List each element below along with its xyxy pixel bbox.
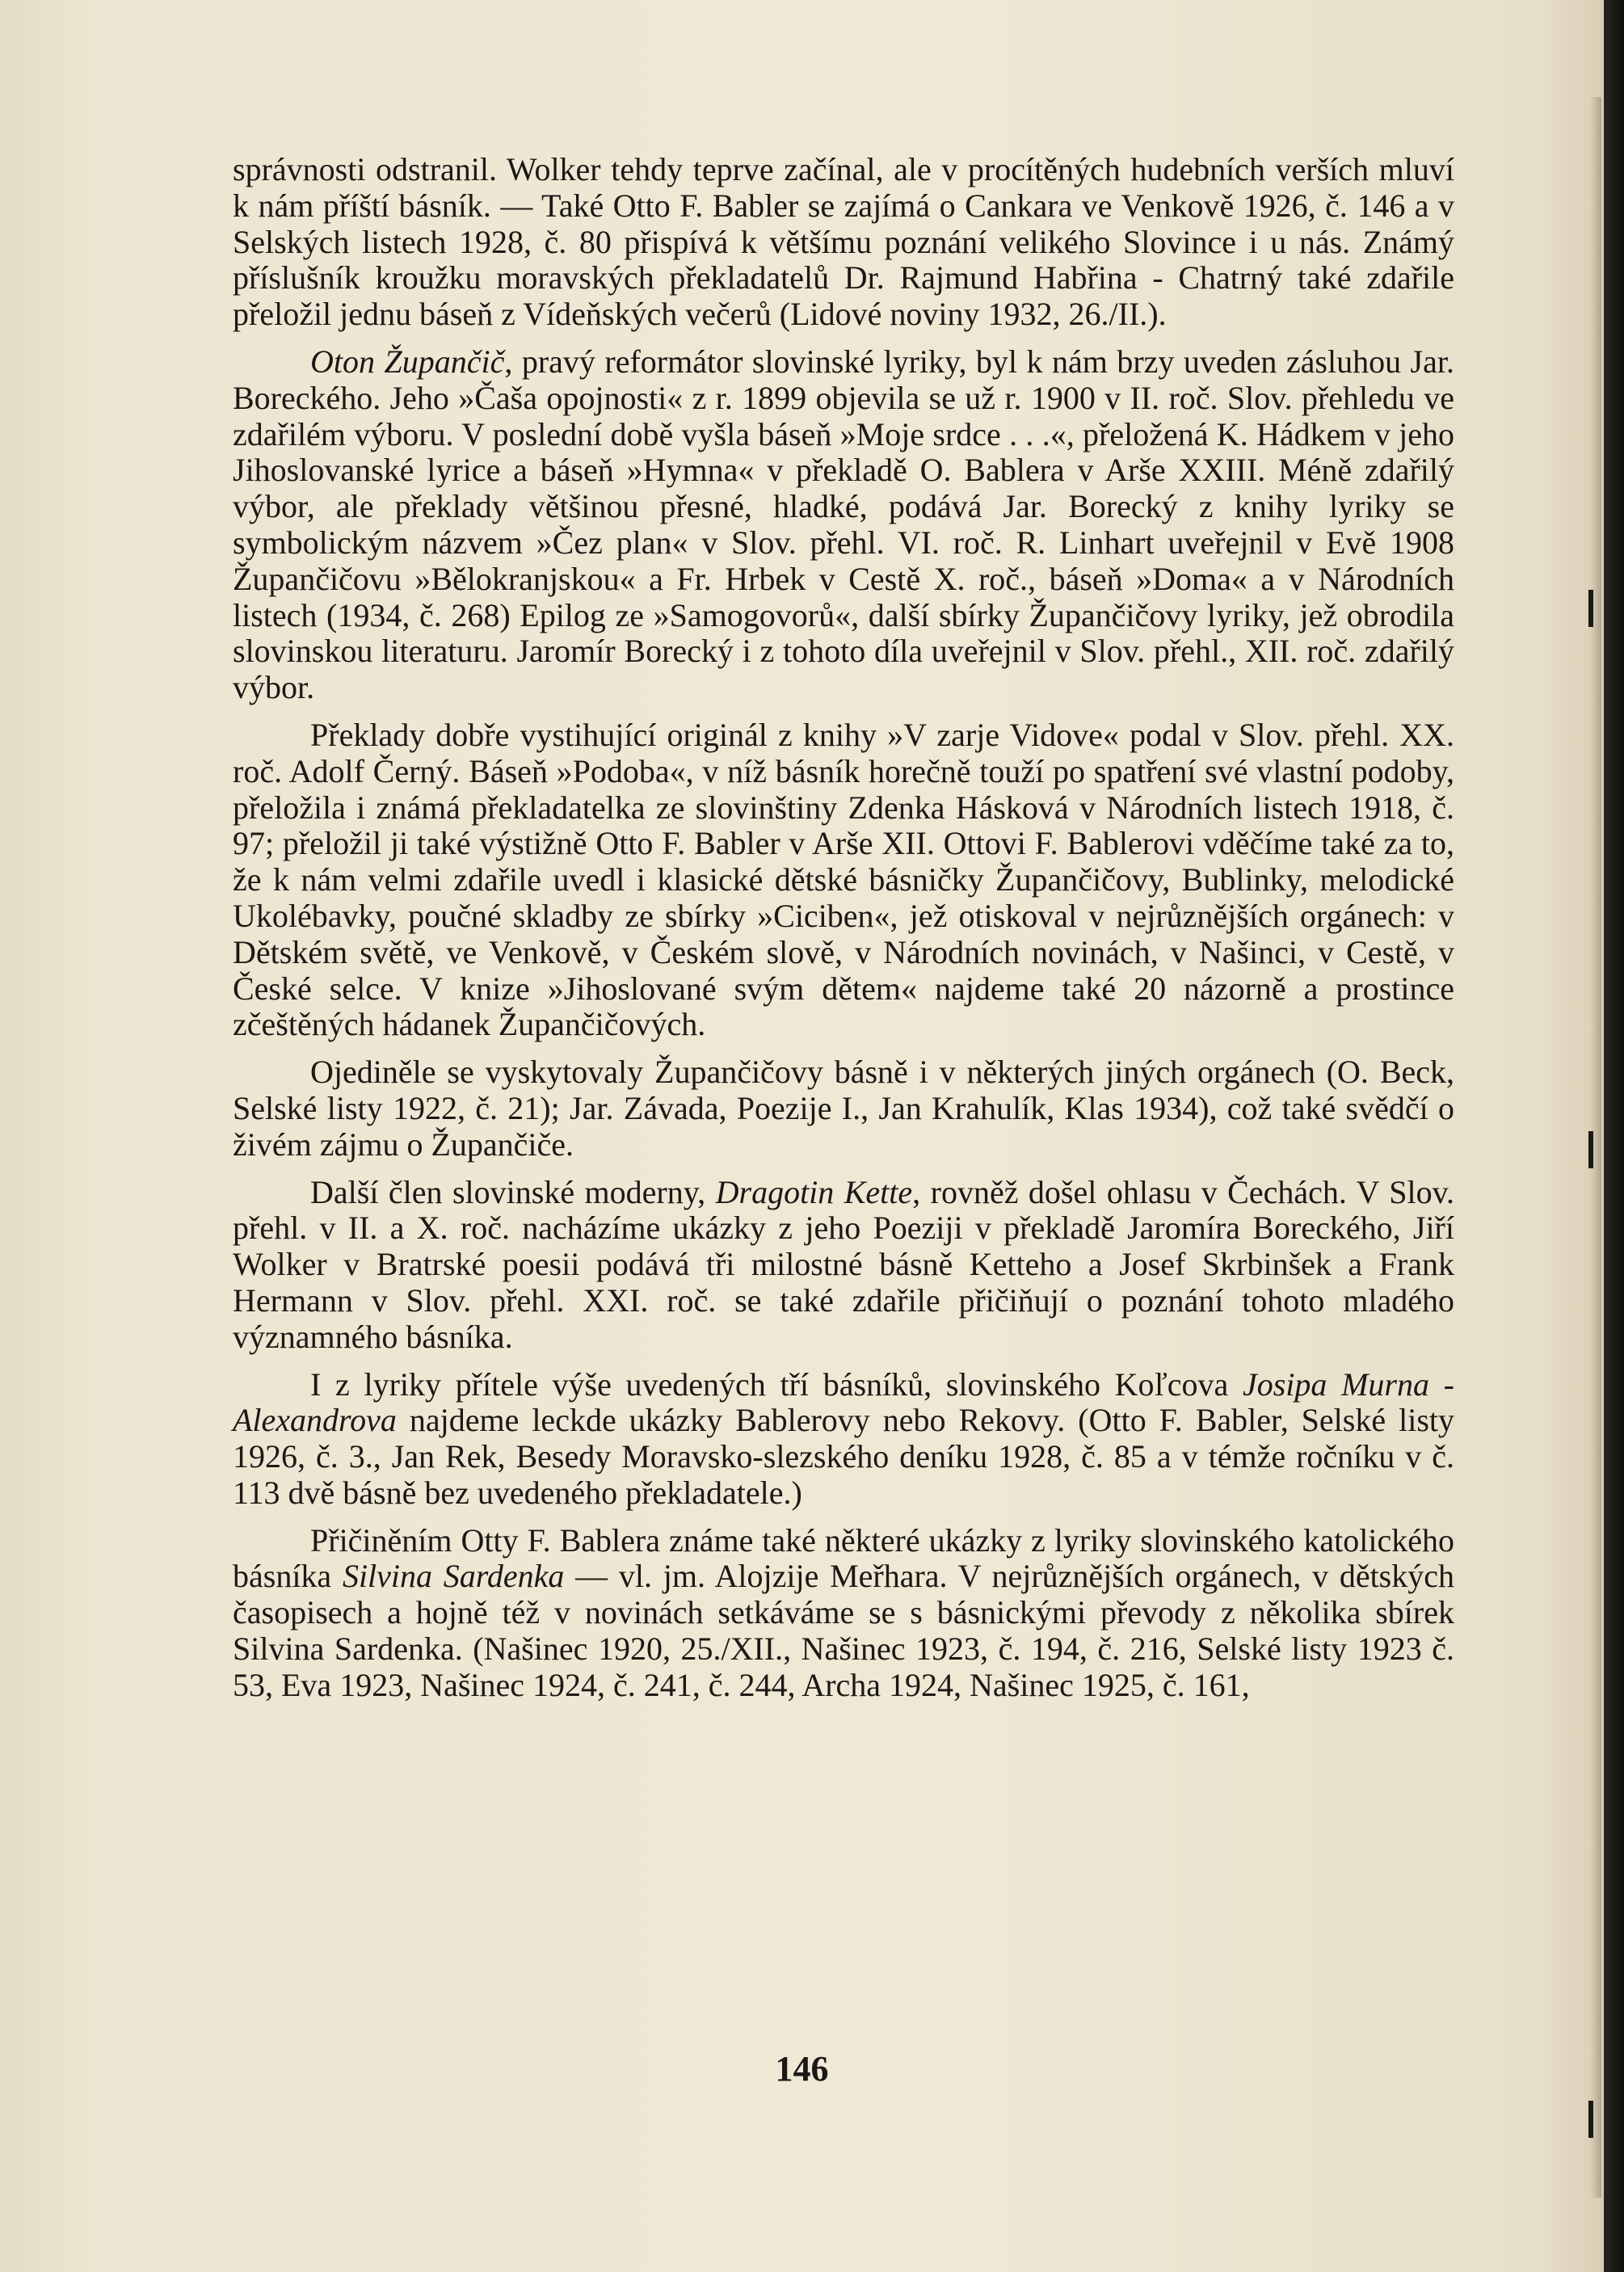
paragraph-1: správnosti odstranil. Wolker tehdy teprve začínal, ale v procítěných hudebních verších mluví k nám příští básník. — Také Otto F. Babler se zajímá o Cankara ve Venkově 1926, č. 146 a v Selských listech 1928, č. 80 přispívá k většímu poznání velikého Slovince i u nás. Známý příslušník kroužku moravských překladatelů Dr. Rajmund Habřina - Chatrný také zdařile přeložil jednu báseň z Vídeňských večerů (Lidové noviny 1932, 26./II.). (233, 151, 1454, 333)
body-text (233, 152, 1454, 1704)
margin-mark (1588, 590, 1593, 627)
margin-mark (1588, 1131, 1593, 1168)
page-edge (1604, 0, 1624, 2272)
author-name-kette: Dragotin Kette (715, 1173, 913, 1210)
paragraph-5: Další člen slovinské moderny, Dragotin Kette, rovněž došel ohlasu v Čechách. V Slov. přehl. v II. a X. roč. nacházíme ukázky z jeho Poeziji v překladě Jaromíra Boreckého, Jiří Wolker v Bratrské poesii podává tři milostné básně Ketteho a Josef Skrbinšek a Frank Hermann v Slov. přehl. XXI. roč. se také zdařile přičiňují o poznání tohoto mladého významného básníka. (233, 1173, 1455, 1355)
author-name-sardenko: Silvina Sardenka (342, 1558, 565, 1595)
paragraph-4: Ojediněle se vyskytovaly Župančičovy básně i v některých jiných orgánech (O. Beck, Selské listy 1922, č. 21); Jar. Závada, Poezije I., Jan Krahulík, Klas 1934), což také svědčí o živém zájmu o Župančiče. (233, 1054, 1454, 1163)
paragraph-6: I z lyriky přítele výše uvedených tří básníků, slovinského Koľcova Josipa Murna - Alexandrova najdeme leckde ukázky Bablerovy nebo Rekovy. (Otto F. Babler, Selské listy 1926, č. 3., Jan Rek, Besedy Moravsko-slezského deníku 1928, č. 85 a v témže ročníku v č. 113 dvě básně bez uvedeného překladatele.) (233, 1365, 1454, 1511)
margin-mark (1588, 2101, 1593, 2138)
page-number: 146 (775, 2049, 829, 2089)
author-name-zupancic: Oton Župančič (310, 343, 505, 380)
paragraph-3: Překlady dobře vystihující originál z knihy »V zarje Vidove« podal v Slov. přehl. XX. roč. Adolf Černý. Báseň »Podoba«, v níž básník horečně touží po spatření své vlastní podoby, přeložila i známá překladatelka ze slovinštiny Zdenka Hásková v Národních listech 1918, č. 97; přeložil ji také výstižně Otto F. Babler v Arše XII. Ottovi F. Bablerovi vděčíme také za to, že k nám velmi zdařile uvedl i klasické dětské básničky Župančičovy, Bublinky, melodické Ukolébavky, poučné skladby ze sbírky »Ciciben«, jež otiskoval v nejrůznějších orgánech: v Dětském světě, ve Venkově, v Českém slově, v Národních novinách, v Našinci, v Cestě, v České selce. V knize »Jihoslované svým dětem« najdeme také 20 názorně a prostince zčeštěných hádanek Župančičových. (233, 716, 1454, 1043)
author-name-murn: Josipa Murna - Alexandrova (233, 1365, 1454, 1439)
paragraph-7: Přičiněním Otty F. Bablera známe také některé ukázky z lyriky slovinského katolického básníka Silvina Sardenka — vl. jm. Alojzije Meřhara. V nejrůznějších orgánech, v dětských časopisech a hojně též v novinách setkáváme se s básnickými převody z několika sbírek Silvina Sardenka. (Našinec 1920, 25./XII., Našinec 1923, č. 194, č. 216, Selské listy 1923 č. 53, Eva 1923, Našinec 1924, č. 241, č. 244, Archa 1924, Našinec 1925, č. 161, (233, 1521, 1455, 1703)
paragraph-2: Oton Župančič, pravý reformátor slovinské lyriky, byl k nám brzy uveden zásluhou Jar. Boreckého. Jeho »Čaša opojnosti« z r. 1899 objevila se už r. 1900 v II. roč. Slov. přehledu ve zdařilém výboru. V poslední době vyšla báseň »Moje srdce . . .«, přeložená K. Hádkem v jeho Jihoslovanské lyrice a báseň »Hymna« v překladě O. Bablera v Arše XXIII. Méně zdařilý výbor, ale překlady většinou přesné, hladké, podává Jar. Borecký z knihy lyriky se symbolickým názvem »Čez plan« v Slov. přehl. VI. roč. R. Linhart uveřejnil v Evě 1908 Župančičovu »Bělokranjskou« a Fr. Hrbek v Cestě X. roč., báseň »Doma« a v Národních listech (1934, č. 268) Epilog ze »Samogovorů«, další sbírky Župančičovy lyriky, jež obrodila slovinskou literaturu. Jaromír Borecký i z tohoto díla uveřejnil v Slov. přehl., XII. roč. zdařilý výbor. (233, 343, 1454, 706)
